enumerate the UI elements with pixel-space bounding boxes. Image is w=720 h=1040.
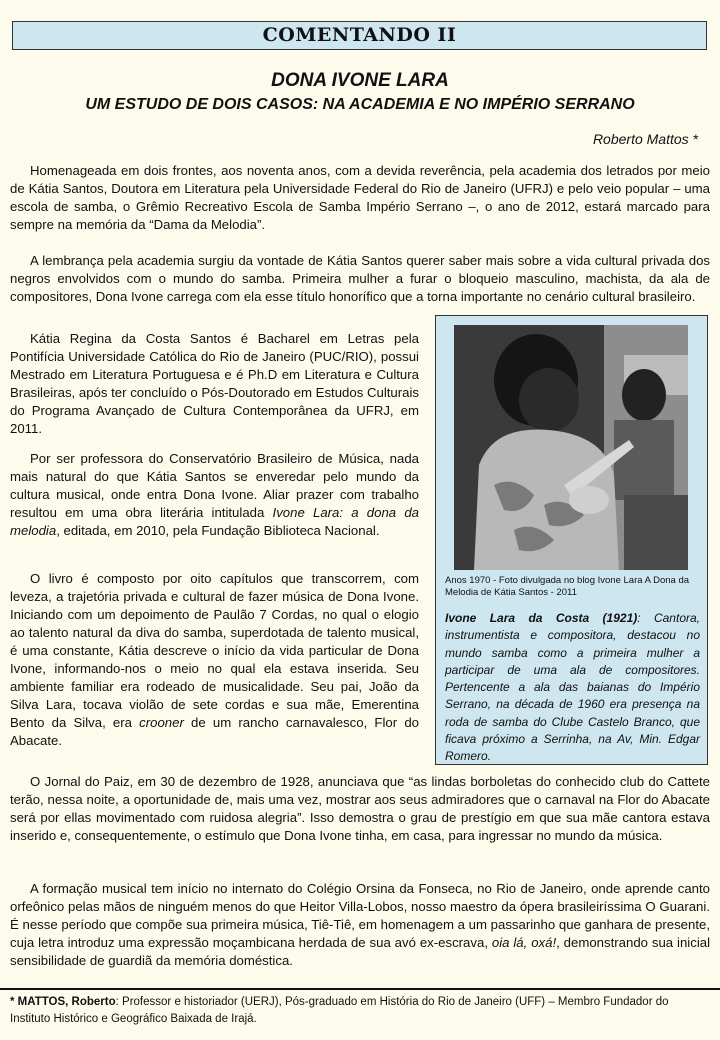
article-subtitle: UM ESTUDO DE DOIS CASOS: NA ACADEMIA E NO IMPÉRIO SERRANO (85, 96, 635, 113)
article-title: DONA IVONE LARA (271, 70, 449, 91)
crooner-term: crooner (139, 715, 184, 730)
paragraph-5 (10, 570, 419, 750)
footnote-text: : Professor e historiador (UERJ), Pós-graduado em História do Rio de Janeiro (UFF) – Membro Fundador do Instituto Histórico e Geográfico Baixada de Irajá. (10, 996, 669, 1025)
paragraph-2: A lembrança pela academia surgiu da vontade de Kátia Santos querer saber mais sobre a vida cultural privada dos negros envolvidos com o mundo do samba. Primeira mulher a furar o bloqueio masculino, machista, da ala de compositores, Dona Ivone carrega com ela esse título honorífico que a torna importante no cenário cultural brasileiro. (10, 253, 710, 304)
paragraph-5-text-c: de um rancho carnavalesco, Flor do Abacate. (10, 715, 419, 748)
footnote-divider (0, 988, 720, 990)
paragraph-5-text-a: O livro é composto por oito capítulos que transcorrem, com leveza, a trajetória privada e cultural de fazer música de Dona Ivone. Iniciando com um depoimento de Paulão 7 Cordas, no qual o elogio ao talento natural da diva do samba, superdotada de talento musical, é uma constante, Kátia descreve o início da vida particular de Dona Ivone, informando-nos o meio no qual ela estava inserida. Seu ambiente familiar era rodeado de musicalidade. Seu pai, João da Silva Lara, tocava violão de sete cordas e sua mãe, Emerentina Bento da Silva, era (10, 571, 419, 730)
photo-illustration (454, 325, 688, 570)
footnote (10, 994, 710, 1028)
bio-text (445, 610, 700, 766)
paragraph-6: O Jornal do Paiz, em 30 de dezembro de 1928, anunciava que “as lindas borboletas do conhecido club do Cattete terão, nessa noite, a oportunidade de, mais uma vez, mostrar aos seus admiradores que o carnaval na Flor do Abacate será por ellas movimentado com ruidosa alegria”. Isso demostra o grau de prestígio em que sua mãe cantora estava inserido e, consequentemente, o estímulo que Dona Ivone tinha, em casa, para ingressar no mundo da música. (10, 774, 710, 843)
section-header (12, 21, 707, 50)
expression-term: oia lá, oxá! (491, 935, 557, 950)
photo-caption: Anos 1970 - Foto divulgada no blog Ivone Lara A Dona da Melodia de Kátia Santos - 2011 (445, 575, 690, 598)
footnote-name: * MATTOS, Roberto (10, 996, 116, 1008)
paragraph-4-text-c: , editada, em 2010, pela Fundação Biblioteca Nacional. (56, 523, 380, 538)
paragraph-3: Kátia Regina da Costa Santos é Bacharel em Letras pela Pontifícia Universidade Católica do Rio de Janeiro (PUC/RIO), possui Mestrado em Literatura Portuguesa e é Ph.D em Literatura e Cultura Brasileiras, após ter concluído o Pós-Doutorado em Estudos Culturais do Programa Avançado de Cultura Contemporânea da UFRJ, em 2011. (10, 331, 420, 436)
paragraph-7 (10, 880, 710, 970)
paragraph-4-text-a: Por ser professora do Conservatório Brasileiro de Música, nada mais natural do que Kátia Santos se enveredar pelo mundo da cultura musical, onde entra Dona Ivone. Aliar prazer com trabalho resultou em uma obra literária intitulada (10, 451, 419, 520)
paragraph-1: Homenageada em dois frontes, aos noventa anos, com a devida reverência, pela academia dos letrados por meio de Kátia Santos, Doutora em Literatura pela Universidade Federal do Rio de Janeiro (UFRJ) e pelo veio popular – uma escola de samba, o Grêmio Recreativo Escola de Samba Império Serrano –, o ano de 2012, estará marcado para sempre na memória da “Dama da Melodia”. (10, 163, 710, 232)
portrait-photo (454, 325, 688, 570)
paragraph-4 (10, 450, 419, 540)
book-title: Ivone Lara: a dona da melodia (10, 505, 419, 538)
bio-name: Ivone Lara da Costa (1921) (445, 611, 638, 625)
paragraph-7-text-c: , demonstrando sua inicial sensibilidade de guardiã da memória doméstica. (10, 935, 711, 968)
article-author: Roberto Mattos * (592, 131, 698, 147)
paragraph-7-text-a: A formação musical tem início no internato do Colégio Orsina da Fonseca, no Rio de Janeiro, onde aprende canto orfeônico pelas mãos de ninguém menos do que Heitor Villa-Lobos, nosso maestro da ópera brasileiríssima O Guarani. É nesse período que compõe sua primeira música, Tiê-Tiê, em homenagem a um passarinho que ganhara de presente, cuja letra introduz uma expressão moçambicana herdada de sua avó ex-escrava, (10, 881, 710, 950)
bio-description: : Cantora, instrumentista e compositora, destacou no mundo samba como a primeira mulher a participar de uma ala de compositores. Pertencente a ala das baianas do Império Serrano, na década de 1960 era presença na roda de samba do Clube Castelo Branco, que ficava próximo a Serrinha, na Av, Min. Edgar Romero. (445, 611, 700, 764)
section-header-label: COMENTANDO II (262, 24, 457, 46)
